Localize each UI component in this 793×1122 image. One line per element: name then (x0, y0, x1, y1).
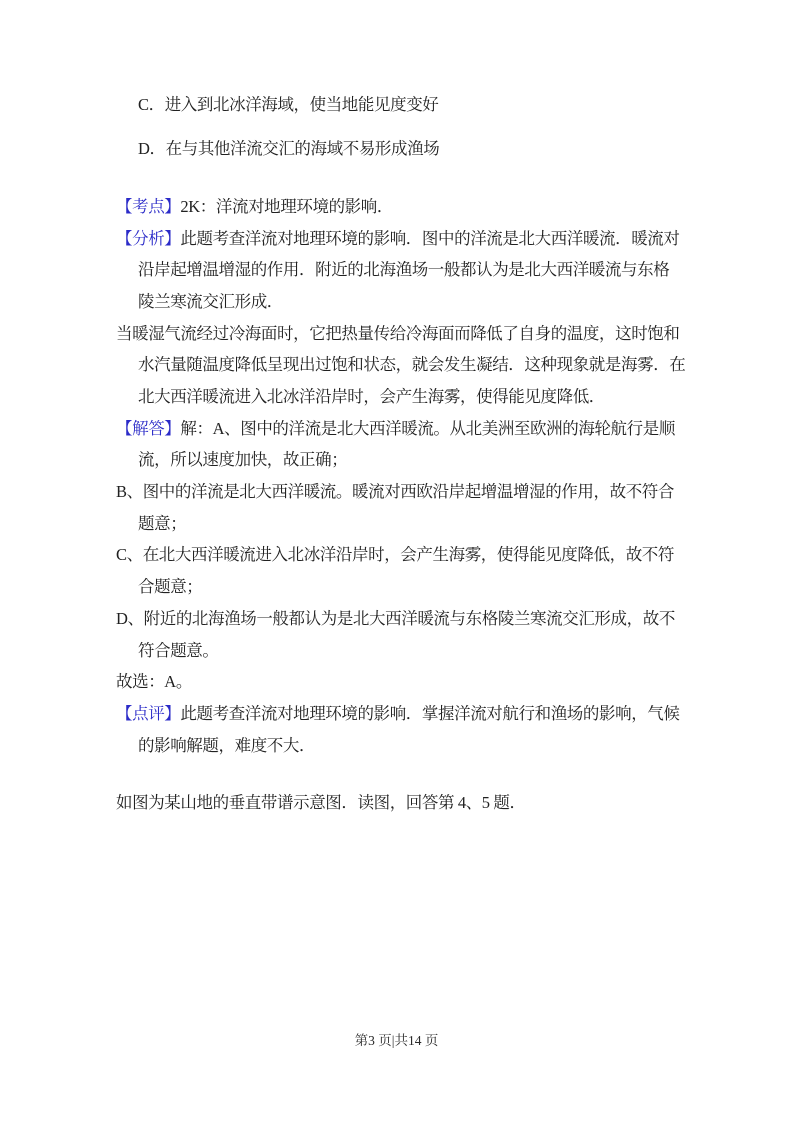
line-text: 北大西洋暖流进入北冰洋沿岸时，会产生海雾，使得能见度降低． (138, 387, 605, 406)
line-text: 此题考查洋流对地理环境的影响．掌握洋流对航行和渔场的影响，气候 (180, 703, 680, 723)
text-line (116, 698, 682, 730)
text-line (116, 787, 682, 819)
text-line (116, 603, 682, 635)
line-text: 题意； (138, 513, 187, 533)
line-text: 沿岸起增温增湿的作用．附近的北海渔场一般都认为是北大西洋暖流与东格 (138, 260, 670, 280)
line-text: 此题考查洋流对地理环境的影响．图中的洋流是北大西洋暖流．暖流对 (180, 228, 680, 248)
text-line (116, 730, 682, 762)
text-line (116, 381, 682, 413)
line-text: 合题意； (138, 577, 203, 597)
line-text: C、在北大西洋暖流进入北冰洋沿岸时，会产生海雾，使得能见度降低，故不符 (116, 545, 675, 565)
text-line (116, 318, 682, 350)
line-text: 水汽量随温度降低呈现出过饱和状态，就会发生凝结．这种现象就是海雾．在 (138, 355, 686, 375)
line-text: C．进入到北冰洋海域，使当地能见度变好 (138, 95, 439, 114)
line-text: B、图中的洋流是北大西洋暖流。暖流对西欧沿岸起增温增湿的作用，故不符合 (116, 482, 675, 502)
section-label: 【分析】 (116, 228, 181, 248)
line-text: 符合题意。 (138, 640, 219, 660)
text-line (116, 413, 682, 445)
text-line (116, 223, 682, 255)
line-text: 2K：洋流对地理环境的影响． (180, 196, 393, 216)
text-line (116, 89, 682, 121)
line-text: 流，所以速度加快，故正确； (138, 450, 348, 470)
page-number: 第3 页|共14 页 (354, 1033, 439, 1048)
text-line (116, 444, 682, 476)
text-line (116, 476, 682, 508)
line-text: 的影响解题，难度不大． (138, 735, 316, 755)
line-text: 当暖湿气流经过冷海面时，它把热量传给冷海面而降低了自身的温度，这时饱和 (116, 323, 680, 343)
text-line (116, 254, 682, 286)
line-text: 故选：A。 (116, 672, 192, 692)
section-label: 【解答】 (116, 418, 181, 438)
line-text: D、附近的北海渔场一般都认为是北大西洋暖流与东格陵兰寒流交汇形成，故不 (116, 608, 675, 628)
text-line (116, 508, 682, 540)
text-line (116, 191, 682, 223)
text-line (116, 571, 682, 603)
section-label: 【考点】 (116, 196, 181, 216)
text-line (116, 539, 682, 571)
text-line (116, 286, 682, 318)
text-line (116, 133, 682, 165)
text-line (116, 635, 682, 667)
line-text: 陵兰寒流交汇形成． (138, 291, 283, 311)
section-label: 【点评】 (116, 703, 181, 723)
text-line (116, 349, 686, 381)
line-text: 如图为某山地的垂直带谱示意图．读图，回答第 4、5 题． (116, 793, 526, 813)
line-text: D．在与其他洋流交汇的海域不易形成渔场 (138, 139, 440, 159)
text-line (116, 666, 682, 698)
document-body (116, 89, 686, 819)
line-text: 解：A、图中的洋流是北大西洋暖流。从北美洲至欧洲的海轮航行是顺 (180, 418, 675, 438)
